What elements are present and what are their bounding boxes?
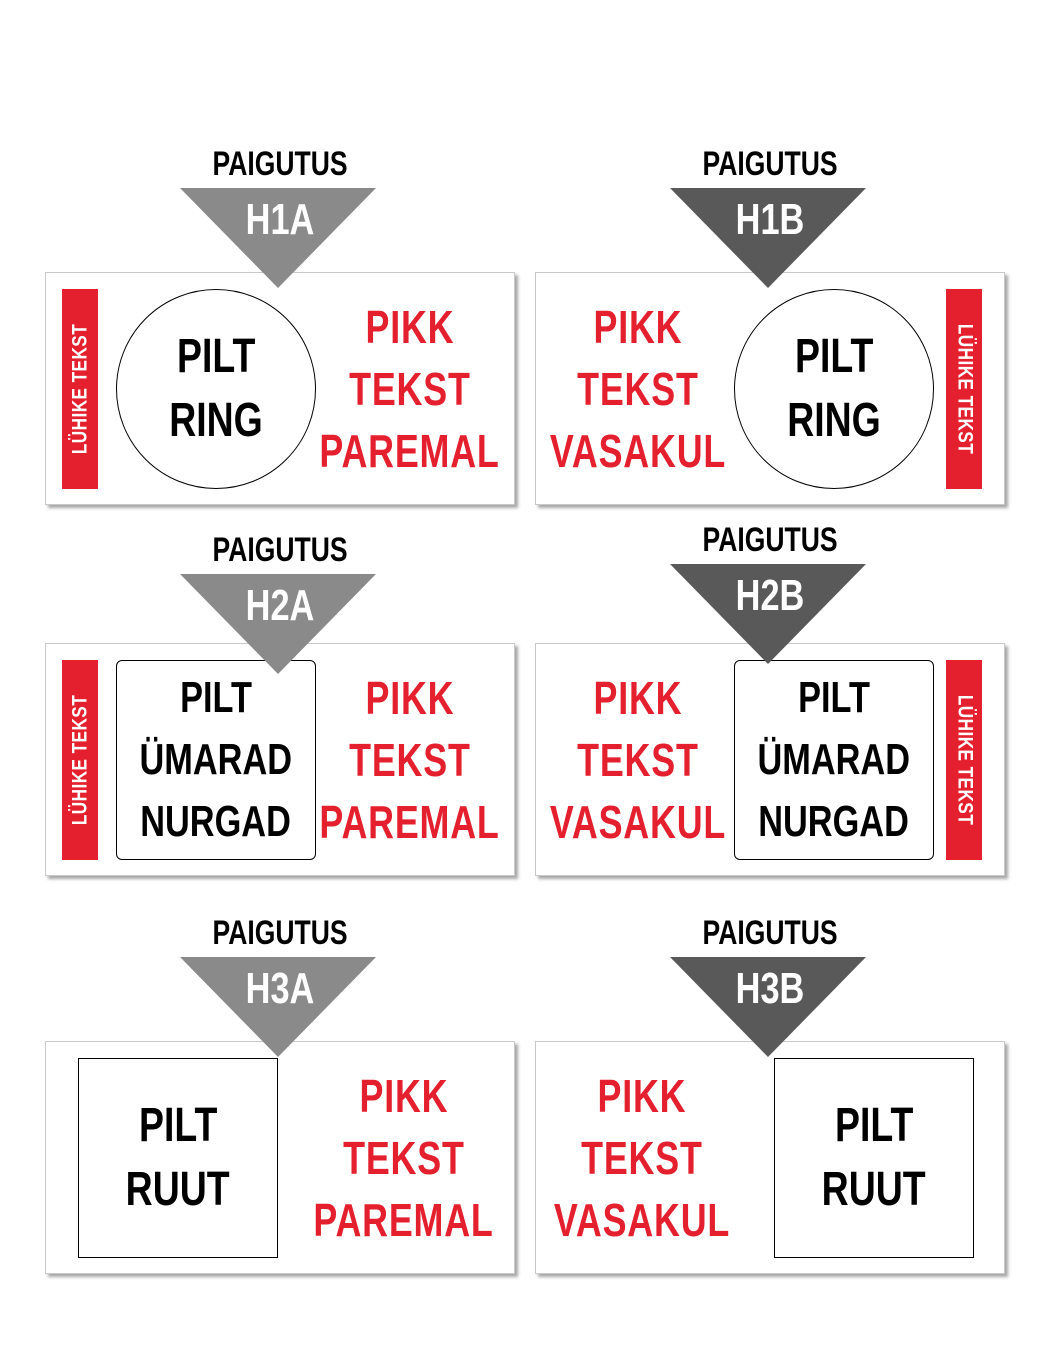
picture-line2: ÜMARAD (139, 735, 293, 784)
long-text-line1: PIKK (365, 301, 455, 353)
short-text-bar (62, 660, 98, 860)
long-text-line1: PIKK (359, 1070, 449, 1122)
picture-ring (734, 289, 934, 489)
long-text-line2: TEKST (581, 1132, 703, 1184)
long-text-line1: PIKK (593, 672, 683, 724)
long-text (542, 1058, 742, 1258)
long-text-line1: PIKK (365, 672, 455, 724)
picture-line3: NURGAD (758, 797, 910, 846)
long-text-line3: VASAKUL (549, 796, 727, 848)
picture-line1: PILT (180, 673, 252, 722)
layout-label: PAIGUTUS (702, 145, 838, 183)
picture-square (774, 1058, 974, 1258)
long-text (304, 1058, 504, 1258)
short-text-bar (946, 289, 982, 489)
layout-label: PAIGUTUS (702, 914, 838, 952)
picture-line1: PILT (138, 1099, 218, 1152)
layout-h3b (535, 913, 1005, 1333)
picture-line1: PILT (798, 673, 870, 722)
picture-line1: PILT (794, 330, 874, 383)
layout-label: PAIGUTUS (212, 531, 348, 569)
picture-line1: PILT (834, 1099, 914, 1152)
picture-line1: PILT (176, 330, 256, 383)
layout-code: H1A (245, 195, 315, 244)
long-text-line3: PAREMAL (319, 796, 501, 848)
long-text-line1: PIKK (597, 1070, 687, 1122)
long-text-line2: TEKST (343, 1132, 465, 1184)
long-text-line3: PAREMAL (313, 1194, 495, 1246)
layout-card (45, 272, 515, 505)
layout-code: H3A (245, 964, 315, 1013)
long-text-line1: PIKK (593, 301, 683, 353)
layout-code: H1B (735, 195, 805, 244)
picture-rounded-corners (734, 660, 934, 860)
layout-card (535, 1041, 1005, 1274)
layout-label: PAIGUTUS (212, 145, 348, 183)
long-text-line2: TEKST (349, 734, 471, 786)
long-text-line2: TEKST (577, 363, 699, 415)
picture-rounded-corners (116, 660, 316, 860)
long-text (538, 289, 738, 489)
long-text-line2: TEKST (349, 363, 471, 415)
long-text (310, 289, 510, 489)
picture-line3: NURGAD (140, 797, 292, 846)
short-text: LÜHIKE TEKST (953, 694, 976, 826)
long-text (310, 660, 510, 860)
layout-card (45, 1041, 515, 1274)
picture-line2: ÜMARAD (757, 735, 911, 784)
long-text-line2: TEKST (577, 734, 699, 786)
layout-label: PAIGUTUS (702, 521, 838, 559)
picture-square (78, 1058, 278, 1258)
long-text (538, 660, 738, 860)
picture-line2: RING (169, 394, 263, 447)
layout-h2a (45, 530, 515, 950)
layout-code: H2B (735, 571, 805, 620)
layout-card (535, 643, 1005, 876)
layout-card (45, 643, 515, 876)
short-text: LÜHIKE TEKST (68, 694, 91, 826)
short-text: LÜHIKE TEKST (953, 323, 976, 455)
short-text: LÜHIKE TEKST (68, 323, 91, 455)
layout-h3a (45, 913, 515, 1333)
long-text-line3: PAREMAL (319, 425, 501, 477)
picture-line2: RUUT (822, 1163, 926, 1216)
picture-line2: RUUT (126, 1163, 230, 1216)
layout-h2b (535, 520, 1005, 940)
picture-ring (116, 289, 316, 489)
long-text-line3: VASAKUL (549, 425, 727, 477)
short-text-bar (946, 660, 982, 860)
layout-card (535, 272, 1005, 505)
picture-line2: RING (787, 394, 881, 447)
long-text-line3: VASAKUL (553, 1194, 731, 1246)
short-text-bar (62, 289, 98, 489)
layout-label: PAIGUTUS (212, 914, 348, 952)
layout-h1a (45, 144, 515, 564)
layout-code: H2A (245, 581, 315, 630)
layout-code: H3B (735, 964, 805, 1013)
layout-h1b (535, 144, 1005, 564)
